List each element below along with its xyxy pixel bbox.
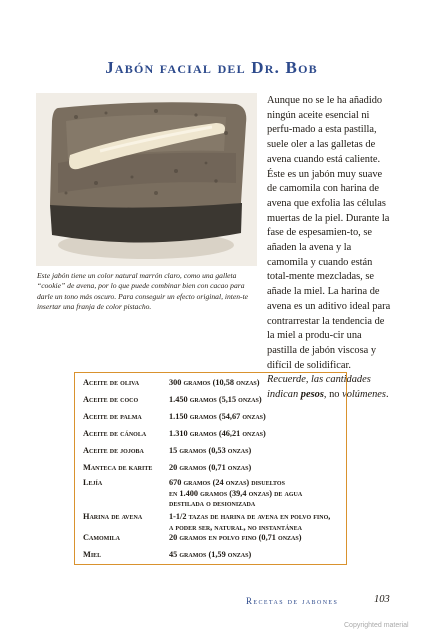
recipe-box [74, 372, 347, 565]
footer-section-title: Recetas de jabones [246, 596, 339, 606]
ingredient-quantity: 670 gramos (24 onzas) disueltos [169, 478, 285, 487]
ingredient-name: Manteca de karite [83, 463, 153, 472]
ingredient-name: Aceite de cánola [83, 429, 147, 438]
note-period: . [385, 389, 389, 401]
ingredient-quantity: 45 gramos (1,59 onzas) [169, 550, 252, 559]
ingredient-name: Miel [83, 550, 102, 559]
ingredient-quantity: a poder ser, natural, no instantánea [169, 522, 302, 532]
ingredient-name: Camomila [83, 533, 120, 542]
page-title: Jabón facial del Dr. Bob [105, 58, 318, 77]
ingredient-name: Aceite de coco [83, 395, 139, 404]
body-main-text: Aunque no se le ha añadido ningún aceite esencial ni perfu-mado a esta pastilla, suele oler a las galletas de avena cuando está caliente. Éste es un jabón muy suave de camomila con harina de avena que exfolia las células muertas de la piel. Durante la fase de espesamien-to, se añaden la avena y la camomila y cuando están total-mente mezcladas, se añade la miel. La harina de avena es un aditivo ideal para contrarrestar la tendencia de la miel a produ-cir una pastilla de jabón viscosa y difícil de solidificar. [267, 95, 391, 371]
ingredient-quantity: 1.310 gramos (46,21 onzas) [169, 429, 266, 438]
copyright-watermark: Copyrighted material [344, 622, 409, 629]
ingredient-name: Aceite de oliva [83, 378, 140, 387]
ingredient-quantity: en 1.400 gramos (39,4 onzas) de agua [169, 488, 303, 498]
note-end-text: volúmenes [342, 389, 386, 401]
ingredient-quantity: 1.150 gramos (54,67 onzas) [169, 412, 266, 421]
page-number: 103 [374, 594, 390, 605]
note-bold-word: pesos [300, 389, 324, 401]
photo-caption: Este jabón tiene un color natural marrón claro, como una galleta “cookie” de avena, por lo que puede combinar bien con cacao para darle un tono más oscuro. Para conseguir un efecto original, inten-te insertar una franja de color pistacho. [37, 271, 249, 312]
ingredient-quantity: 15 gramos (0,53 onzas) [169, 446, 252, 455]
ingredient-quantity: 20 gramos en polvo fino (0,71 onzas) [169, 533, 302, 542]
ingredient-name: Aceite de palma [83, 412, 142, 421]
ingredient-quantity: 1-1/2 tazas de harina de avena en polvo fino, [169, 512, 331, 521]
note-mid-text: , no [323, 389, 340, 401]
ingredient-quantity: destilada o desionizada [169, 499, 256, 508]
body-paragraph [267, 94, 391, 403]
soap-bar-image [36, 93, 257, 266]
ingredient-name: Lejía [83, 478, 103, 487]
ingredient-quantity: 1.450 gramos (5,15 onzas) [169, 395, 262, 404]
ingredient-name: Aceite de jojoba [83, 446, 144, 455]
soap-photo [36, 93, 257, 266]
ingredient-name: Harina de avena [83, 512, 143, 521]
ingredient-quantity: 20 gramos (0,71 onzas) [169, 463, 252, 472]
note-text: Recuerde, las cantidades indican [267, 374, 371, 401]
ingredient-quantity: 300 gramos (10,58 onzas) [169, 378, 260, 387]
